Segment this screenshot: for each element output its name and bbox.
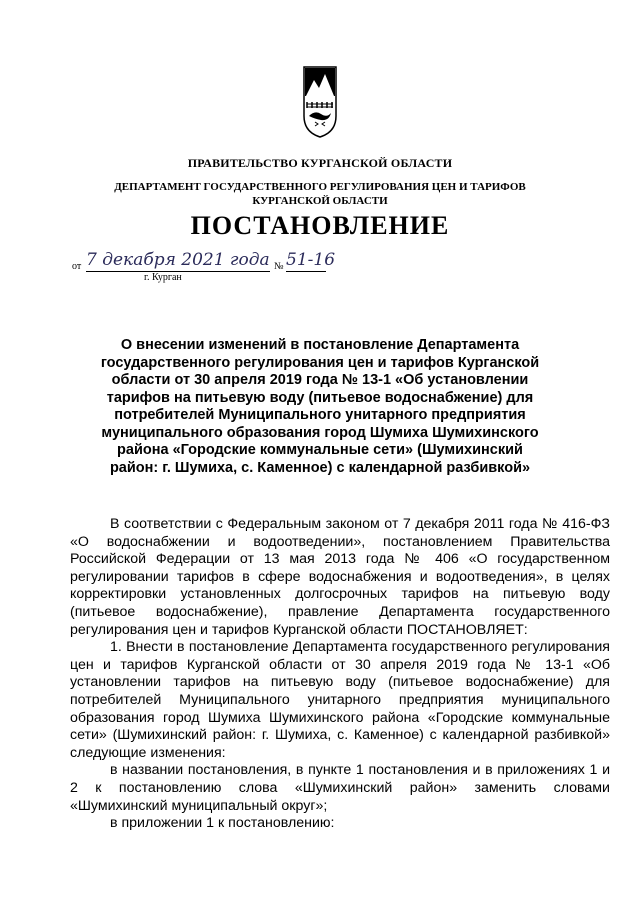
resolution-subject: О внесении изменений в постановление Департамента государственного регулирования цен и тарифов Курганской области от 30 апреля 2019 года № 13-1 «Об установлении тарифов на питьевую воду (питьевое водоснабжение) для потребителей Муниципального унитарного предприятия муниципального образования город Шумиха Шумихинского района «Городские коммунальные сети» (Шумихинский район: г. Шумиха, с. Каменное) с календарной разбивкой» <box>100 337 540 476</box>
city-label: г. Курган <box>144 272 182 283</box>
handwritten-date: 7 декабря 2021 года <box>86 250 270 270</box>
paragraph-amendment-name: в названии постановления, в пункте 1 постановления и в приложениях 1 и 2 к постановлению слова «Шумихинский район» заменить словами «Шумихинский муниципальный округ»; <box>70 762 610 814</box>
document-title: ПОСТАНОВЛЕНИЕ <box>190 211 450 240</box>
handwritten-number: 51-16 <box>286 250 336 270</box>
paragraph-appendix-1: в приложении 1 к постановлению: <box>110 815 335 832</box>
government-name: ПРАВИТЕЛЬСТВО КУРГАНСКОЙ ОБЛАСТИ <box>187 156 453 170</box>
dateline <box>72 250 372 286</box>
date-from-label: от <box>72 261 82 272</box>
coat-of-arms-emblem <box>303 66 337 138</box>
paragraph-item-1: 1. Внести в постановление Департамента государственного регулирования цен и тарифов Курганской области от 30 апреля 2019 года № 13-1 «Об установлении тарифов на питьевую воду (питьевое водоснабжение) для потребителей Муниципального унитарного предприятия муниципального образования город Шумиха Шумихинского района «Городские коммунальные сети» (Шумихинский район: г. Шумиха, с. Каменное) с календарной разбивкой» следующие изменения: <box>70 639 610 761</box>
number-underline <box>286 271 326 272</box>
department-name <box>60 180 580 208</box>
department-line-2: КУРГАНСКОЙ ОБЛАСТИ <box>252 195 388 207</box>
paragraph-preamble: В соответствии с Федеральным законом от 7 декабря 2011 года № 416-ФЗ «О водоснабжении и водоотведении», постановлением Правительства Российской Федерации от 13 мая 2013 года № 406 «О государственном регулировании тарифов в сфере водоснабжения и водоотведения», в целях корректировки установленных долгосрочных тарифов на питьевую воду (питьевое водоснабжение), правление Департамента государственного регулирования цен и тарифов Курганской области ПОСТАНОВЛЯЕТ: <box>70 516 610 638</box>
document-body <box>70 516 610 833</box>
number-label: № <box>274 261 284 272</box>
department-line-1: ДЕПАРТАМЕНТ ГОСУДАРСТВЕННОГО РЕГУЛИРОВАНИЯ ЦЕН И ТАРИФОВ <box>114 181 526 193</box>
